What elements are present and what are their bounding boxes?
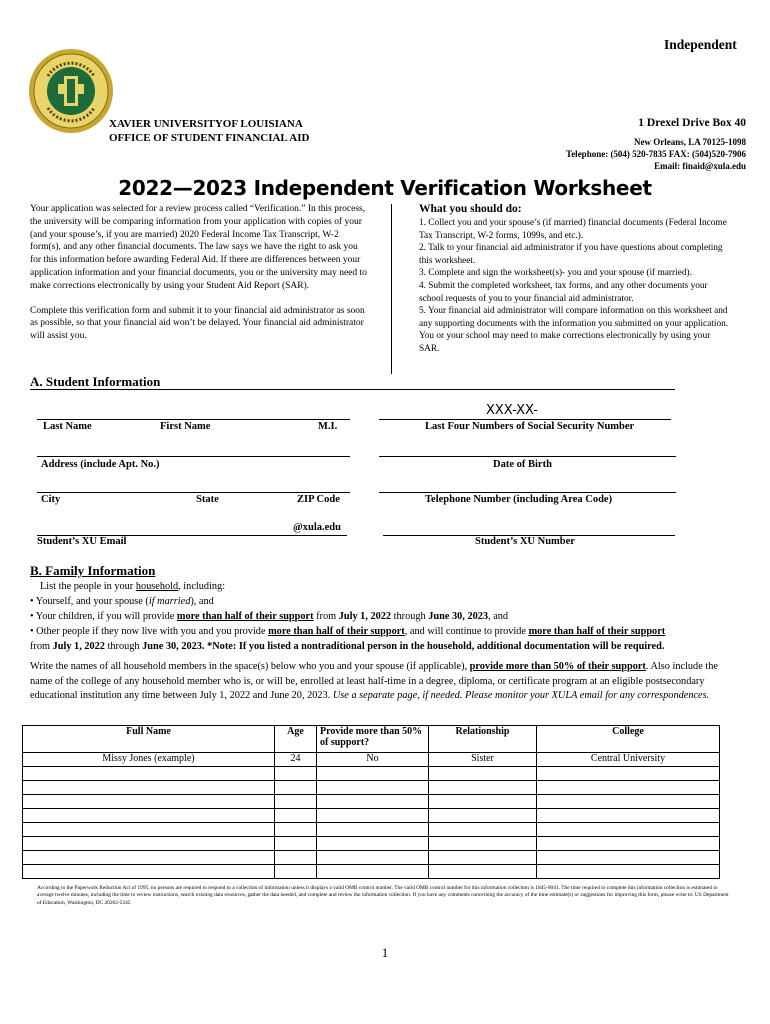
- cell-full-name[interactable]: [23, 795, 275, 809]
- cell-full-name[interactable]: [23, 823, 275, 837]
- state-label: State: [196, 494, 219, 505]
- table-row: [23, 767, 720, 781]
- status-label: Independent: [664, 37, 737, 52]
- cell-relationship[interactable]: [429, 781, 537, 795]
- table-row: [23, 823, 720, 837]
- city-line[interactable]: [37, 492, 350, 493]
- last-name-label: Last Name: [43, 421, 92, 432]
- cell-relationship[interactable]: [429, 795, 537, 809]
- bullet-3: • Other people if they now live with you and you provide: [30, 626, 269, 637]
- cell-age[interactable]: [275, 781, 317, 795]
- cell-support[interactable]: [317, 809, 429, 823]
- first-name-label: First Name: [160, 421, 211, 432]
- bullet-2-from: from: [313, 611, 339, 622]
- bullet-1-em: if married: [148, 596, 191, 607]
- cell-support[interactable]: [317, 781, 429, 795]
- bullet-2-date1: July 1, 2022: [338, 611, 392, 622]
- list-intro-end: , including:: [178, 581, 226, 592]
- cell-relationship[interactable]: [429, 823, 537, 837]
- bullet-2: • Your children, if you will provide: [30, 611, 177, 622]
- step-5: 5. Your financial aid administrator will compare information on this worksheet and any supporting documents with the information you submitted on your application. You or your school may need to make corrections electronically by using your SAR.: [419, 306, 729, 354]
- address-line2: New Orleans, LA 70125-1098: [634, 137, 746, 147]
- col-relationship: Relationship: [429, 726, 537, 753]
- cell-college[interactable]: [537, 767, 720, 781]
- column-divider: [391, 204, 392, 374]
- household-table: [22, 725, 720, 879]
- bullet-2-date2: June 30, 2023: [428, 611, 489, 622]
- cell-age[interactable]: [275, 823, 317, 837]
- university-seal-logo: [28, 48, 114, 134]
- ssn-line[interactable]: [379, 419, 671, 420]
- step-3: 3. Complete and sign the worksheet(s)- you and your spouse (if married).: [419, 268, 692, 279]
- cell-support[interactable]: [317, 795, 429, 809]
- cell-support[interactable]: No: [317, 753, 429, 767]
- col-support: Provide more than 50% of support?: [317, 726, 429, 753]
- cell-age[interactable]: [275, 767, 317, 781]
- address-line1: 1 Drexel Drive Box 40: [638, 117, 746, 129]
- page-title: 2022—2023 Independent Verification Worksheet: [118, 176, 652, 200]
- dob-label: Date of Birth: [493, 459, 552, 470]
- cell-college[interactable]: [537, 823, 720, 837]
- bullet-1: • Yourself, and your spouse (: [30, 596, 149, 607]
- cell-age[interactable]: [275, 865, 317, 879]
- dob-line[interactable]: [379, 456, 676, 457]
- cell-support[interactable]: [317, 767, 429, 781]
- section-a-heading: A. Student Information: [30, 374, 161, 389]
- address-label: Address (include Apt. No.): [41, 459, 160, 470]
- cell-support[interactable]: [317, 851, 429, 865]
- xu-email-label: Student’s XU Email: [37, 536, 127, 547]
- cell-full-name[interactable]: [23, 851, 275, 865]
- mi-label: M.I.: [318, 421, 338, 432]
- cell-college[interactable]: [537, 809, 720, 823]
- col-college: College: [537, 726, 720, 753]
- table-row: [23, 851, 720, 865]
- table-row: [23, 781, 720, 795]
- phone-line[interactable]: [379, 492, 676, 493]
- table-header-row: [23, 726, 720, 753]
- cell-age[interactable]: [275, 837, 317, 851]
- household-term: household: [135, 581, 179, 592]
- table-row: [23, 809, 720, 823]
- page-number: 1: [381, 945, 389, 960]
- table-row: [23, 753, 720, 767]
- bullet-2-through: through: [391, 611, 429, 622]
- col-age: Age: [275, 726, 317, 753]
- col-full-name: Full Name: [23, 726, 275, 753]
- cell-support[interactable]: [317, 823, 429, 837]
- bullet-3-note: *Note: If you listed a nontraditional person in the household, additional documentation will be required.: [204, 641, 665, 652]
- phone-label: Telephone Number (including Area Code): [425, 494, 613, 505]
- cell-college[interactable]: [537, 795, 720, 809]
- bullet-3-date1: July 1, 2022: [52, 641, 105, 652]
- cell-college[interactable]: [537, 865, 720, 879]
- cell-full-name[interactable]: [23, 809, 275, 823]
- name-line[interactable]: [37, 419, 350, 420]
- email-suffix: @xula.edu: [293, 522, 341, 533]
- cell-support[interactable]: [317, 865, 429, 879]
- paperwork-notice: According to the Paperwork Reduction Act of 1995, no persons are required to respond to a collection of information unless it displays a valid OMB control number. The valid OMB control number for this information collection is 1845-0041. The time required to complete this information collection is estimated to average twelve minutes, including the time to review instructions, search existing data resources, gather the data needed, and complete and review the information collection. If you have any comments concerning the accuracy of the time estimate(s) or suggestions for improving this form, please write to: US Department of Education, Washington, DC 20202-5345: [37, 885, 729, 906]
- step-1: 1. Collect you and your spouse’s (if married) financial documents (Federal Income Tax Transcript, W-2 forms, 1099s, and etc.).: [419, 218, 727, 241]
- what-heading: What you should do:: [419, 203, 522, 215]
- cell-relationship[interactable]: [429, 851, 537, 865]
- cell-relationship[interactable]: [429, 809, 537, 823]
- bullet-3-support-2: more than half of their support: [528, 626, 666, 637]
- table-row: [23, 837, 720, 851]
- cell-full-name[interactable]: [23, 767, 275, 781]
- table-row: [23, 865, 720, 879]
- cell-age[interactable]: [275, 795, 317, 809]
- city-label: City: [41, 494, 61, 505]
- bullet-3-support: more than half of their support: [268, 626, 405, 637]
- cell-college[interactable]: [537, 781, 720, 795]
- family-instructions: [30, 579, 742, 704]
- phone-fax: Telephone: (504) 520-7835 FAX: (504)520-7906: [566, 149, 746, 159]
- cell-support[interactable]: [317, 837, 429, 851]
- xu-number-label: Student’s XU Number: [475, 536, 575, 547]
- cell-relationship[interactable]: [429, 767, 537, 781]
- cell-college[interactable]: Central University: [537, 753, 720, 767]
- section-b-heading: B. Family Information: [30, 563, 156, 578]
- bullet-2-support: more than half of their support: [176, 611, 314, 622]
- cell-age[interactable]: [275, 809, 317, 823]
- table-row: [23, 795, 720, 809]
- zip-label: ZIP Code: [297, 494, 340, 505]
- cell-full-name[interactable]: [23, 781, 275, 795]
- cell-full-name[interactable]: [23, 865, 275, 879]
- bullet-3-mid: , and will continue to provide: [404, 626, 529, 637]
- list-intro: List the people in your: [40, 581, 136, 592]
- cell-age[interactable]: [275, 851, 317, 865]
- ssn-label: Last Four Numbers of Social Security Number: [425, 421, 635, 432]
- intro-text: [30, 203, 370, 343]
- bullet-2-end: , and: [488, 611, 509, 622]
- write-instructions-end: . Also include the name of the college of any household member who is, or will be, enrolled at least half-time in a degree, diploma, or certificate program at an eligible postsecondary educational institution any time between July 1, 2022 and June 20, 2023.: [30, 661, 718, 701]
- ssn-prefix: XXX-XX-: [486, 403, 538, 418]
- cell-relationship[interactable]: Sister: [429, 753, 537, 767]
- cell-relationship[interactable]: [429, 865, 537, 879]
- address-line[interactable]: [37, 456, 350, 457]
- step-2: 2. Talk to your financial aid administrator if you have questions about completing this worksheet.: [419, 243, 723, 266]
- bullet-3-from: from: [30, 641, 53, 652]
- cell-full-name[interactable]: [23, 837, 275, 851]
- institution-name: XAVIER UNIVERSITYOF LOUISIANA: [109, 118, 303, 130]
- cell-full-name[interactable]: Missy Jones (example): [23, 753, 275, 767]
- what-you-should-do: [419, 203, 729, 356]
- office-email: Email: finaid@xula.edu: [654, 161, 746, 171]
- write-support: provide more than 50% of their support: [469, 661, 646, 672]
- cell-college[interactable]: [537, 851, 720, 865]
- intro-para-2: Complete this verification form and submit it to your financial aid administrator as soon as possible, so that your financial aid won’t be delayed. Your financial aid administrator will assist you.: [30, 305, 365, 342]
- cell-relationship[interactable]: [429, 837, 537, 851]
- write-note: Use a separate page, if needed. Please monitor your XULA email for any correspondences.: [330, 690, 710, 701]
- office-name: OFFICE OF STUDENT FINANCIAL AID: [109, 132, 310, 144]
- bullet-1-end: ), and: [190, 596, 214, 607]
- section-a-rule: [30, 389, 675, 390]
- step-4: 4. Submit the completed worksheet, tax forms, and any other documents your school requests of you to your financial aid administrator.: [419, 280, 708, 304]
- bullet-3-through: through: [104, 641, 143, 652]
- cell-age[interactable]: 24: [275, 753, 317, 767]
- bullet-3-date2: June 30, 2023.: [142, 641, 205, 652]
- write-instructions: Write the names of all household members in the space(s) below who you and your spouse (if applicable),: [30, 661, 470, 672]
- cell-college[interactable]: [537, 837, 720, 851]
- intro-para-1: Your application was selected for a review process called “Verification.” In this process, the university will be comparing information from your application with copies of your (and your spouse’s, if you are married) 2020 Federal Income Tax Transcript, W-2 form(s), and any other financial documents. The law says we have the right to ask you for this information before awarding Federal Aid. If there are differences between your application information and your financial documents, you or the university may need to make corrections electronically by using your Student Aid Report (SAR).: [30, 204, 367, 291]
